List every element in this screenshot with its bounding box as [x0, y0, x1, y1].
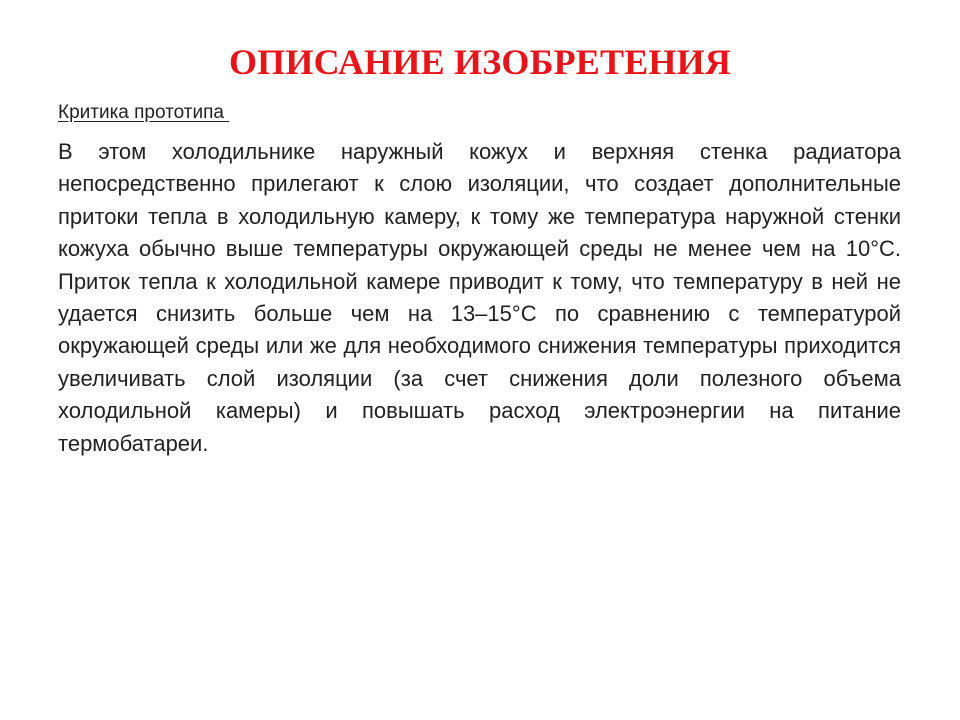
slide-title: ОПИСАНИЕ ИЗОБРЕТЕНИЯ — [228, 42, 732, 82]
slide-subtitle: Критика прототипа — [58, 102, 230, 123]
slide-body-text: В этом холодильнике наружный кожух и верхняя стенка радиатора непосредственно прилегают к слою изоляции, что создает дополнительные притоки тепла в холодильную камеру, к тому же температура наружной стенки кожуха обычно выше температуры окружающей среды не менее чем на 10°С. Приток тепла к холодильной камере приводит к тому, что температуру в ней не удается снизить больше чем на 13–15°С по сравнению с температурой окружающей среды или же для необходимого снижения температуры приходится увеличивать слой изоляции (за счет снижения доли полезного объема холодильной камеры) и повышать расход электроэнергии на питание термобатареи. — [58, 139, 901, 456]
